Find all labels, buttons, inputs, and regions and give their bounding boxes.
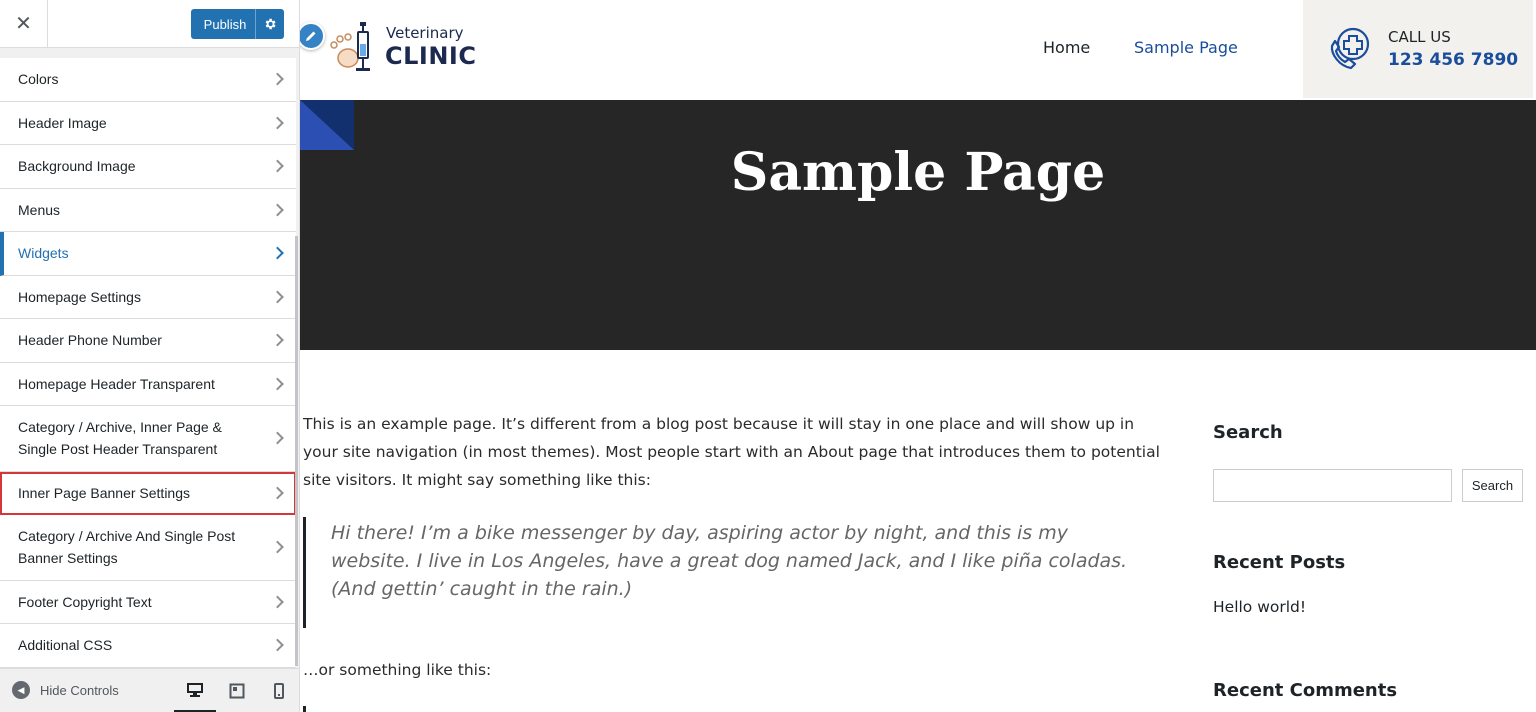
chevron-right-icon <box>271 595 284 608</box>
chevron-right-icon <box>271 377 284 390</box>
pencil-icon <box>305 30 317 42</box>
sidebar-item-inner-page-banner-settings[interactable] <box>0 472 296 516</box>
recent-post-link[interactable]: Hello world! <box>1213 598 1307 616</box>
sidebar-item-label: Background Image <box>18 158 136 175</box>
sidebar-item-archive-header-transparent[interactable] <box>0 406 296 472</box>
chevron-right-icon <box>271 639 284 652</box>
sidebar-item-homepage-settings[interactable] <box>0 276 296 320</box>
publish-label: Publish <box>203 16 247 32</box>
content-paragraph: This is an example page. It’s different from a blog post because it will stay in one place and will show up in your site navigation (in most themes). Most people start with an About page that introduces them to potential site visitors. It might say something like this: <box>303 415 1160 489</box>
sidebar-item-label: Homepage Header Transparent <box>18 375 215 392</box>
collapse-arrow-icon: ◀ <box>12 681 30 699</box>
logo-line-1: Veterinary <box>386 24 464 42</box>
sidebar-item-footer-copyright-text[interactable] <box>0 581 296 625</box>
page-content <box>303 410 1163 494</box>
sidebar-item-background-image[interactable] <box>0 145 296 189</box>
sidebar-item-label: Menus <box>18 201 61 218</box>
sidebar-item-label: Footer Copyright Text <box>18 593 152 610</box>
syringe-paw-icon <box>326 18 378 74</box>
recent-comments-title: Recent Comments <box>1213 680 1398 701</box>
sidebar-item-label: Inner Page Banner Settings <box>18 484 191 501</box>
search-button[interactable]: Search <box>1462 469 1523 502</box>
sidebar-item-label: Colors <box>18 71 59 88</box>
logo-line-2: CLINIC <box>385 42 477 70</box>
sidebar-item-widgets[interactable] <box>0 232 296 276</box>
edit-shortcut-button[interactable] <box>300 22 325 50</box>
nav-link-sample-page[interactable]: Sample Page <box>1134 38 1238 57</box>
sidebar-item-label: Widgets <box>18 245 69 262</box>
chevron-right-icon <box>271 290 284 303</box>
search-input[interactable] <box>1213 469 1452 502</box>
sidebar-item-label: Category / Archive And Single Post Banner Settings <box>18 528 236 567</box>
content-blockquote: Hi there! I’m a bike messenger by day, aspiring actor by night, and this is my website. I live in Los Angeles, have a great dog named Jack, and I like piña coladas. (And gettin’ caught in the rain.) <box>303 517 1153 628</box>
call-us-number[interactable]: 123 456 7890 <box>1388 50 1519 70</box>
close-icon: ✕ <box>15 13 32 35</box>
content-paragraph-2: …or something like this: <box>303 661 492 679</box>
chevron-right-icon <box>271 247 284 260</box>
sidebar-item-label: Additional CSS <box>18 637 113 654</box>
desktop-icon <box>186 682 204 698</box>
site-logo[interactable] <box>326 18 506 78</box>
site-preview <box>300 0 1536 712</box>
chevron-right-icon <box>271 203 284 216</box>
sidebar-item-label: Category / Archive, Inner Page & Single Post Header Transparent <box>18 419 222 458</box>
chevron-right-icon <box>271 160 284 173</box>
chevron-right-icon <box>271 116 284 129</box>
chevron-right-icon <box>271 541 284 554</box>
blockquote-edge <box>303 706 306 712</box>
call-us-label: CALL US <box>1388 28 1451 46</box>
chevron-right-icon <box>271 334 284 347</box>
hide-controls-button[interactable] <box>12 681 119 699</box>
chevron-right-icon <box>271 432 284 445</box>
sidebar-item-homepage-header-transparent[interactable] <box>0 363 296 407</box>
recent-posts-title: Recent Posts <box>1213 552 1346 573</box>
close-button[interactable] <box>0 0 48 47</box>
tablet-icon <box>229 683 245 699</box>
sidebar-header <box>0 0 300 48</box>
sidebar-item-menus[interactable] <box>0 189 296 233</box>
sidebar-item-archive-banner-settings[interactable] <box>0 515 296 581</box>
publish-button[interactable] <box>191 9 284 39</box>
sidebar-item-colors[interactable] <box>0 58 296 102</box>
customizer-sidebar <box>0 0 300 712</box>
chevron-right-icon <box>271 73 284 86</box>
sidebar-item-additional-css[interactable] <box>0 624 296 668</box>
device-mobile-button[interactable] <box>258 669 300 712</box>
sidebar-footer <box>0 668 300 712</box>
device-tablet-button[interactable] <box>216 669 258 712</box>
mobile-icon <box>273 683 285 699</box>
search-widget-title: Search <box>1213 422 1283 443</box>
sidebar-section-list <box>0 58 296 668</box>
sidebar-item-header-image[interactable] <box>0 102 296 146</box>
sidebar-item-label: Homepage Settings <box>18 288 141 305</box>
sidebar-item-label: Header Image <box>18 114 107 131</box>
page-title: Sample Page <box>730 142 1106 203</box>
chevron-right-icon <box>271 486 284 499</box>
hide-controls-label: Hide Controls <box>40 682 119 698</box>
nav-link-home[interactable]: Home <box>1043 38 1091 57</box>
gear-icon[interactable] <box>256 17 284 31</box>
sidebar-item-label: Header Phone Number <box>18 332 162 349</box>
sidebar-scrollbar[interactable] <box>295 236 298 666</box>
sidebar-item-header-phone-number[interactable] <box>0 319 296 363</box>
device-desktop-button[interactable] <box>174 669 216 712</box>
sidebar-widgets <box>1213 0 1533 712</box>
